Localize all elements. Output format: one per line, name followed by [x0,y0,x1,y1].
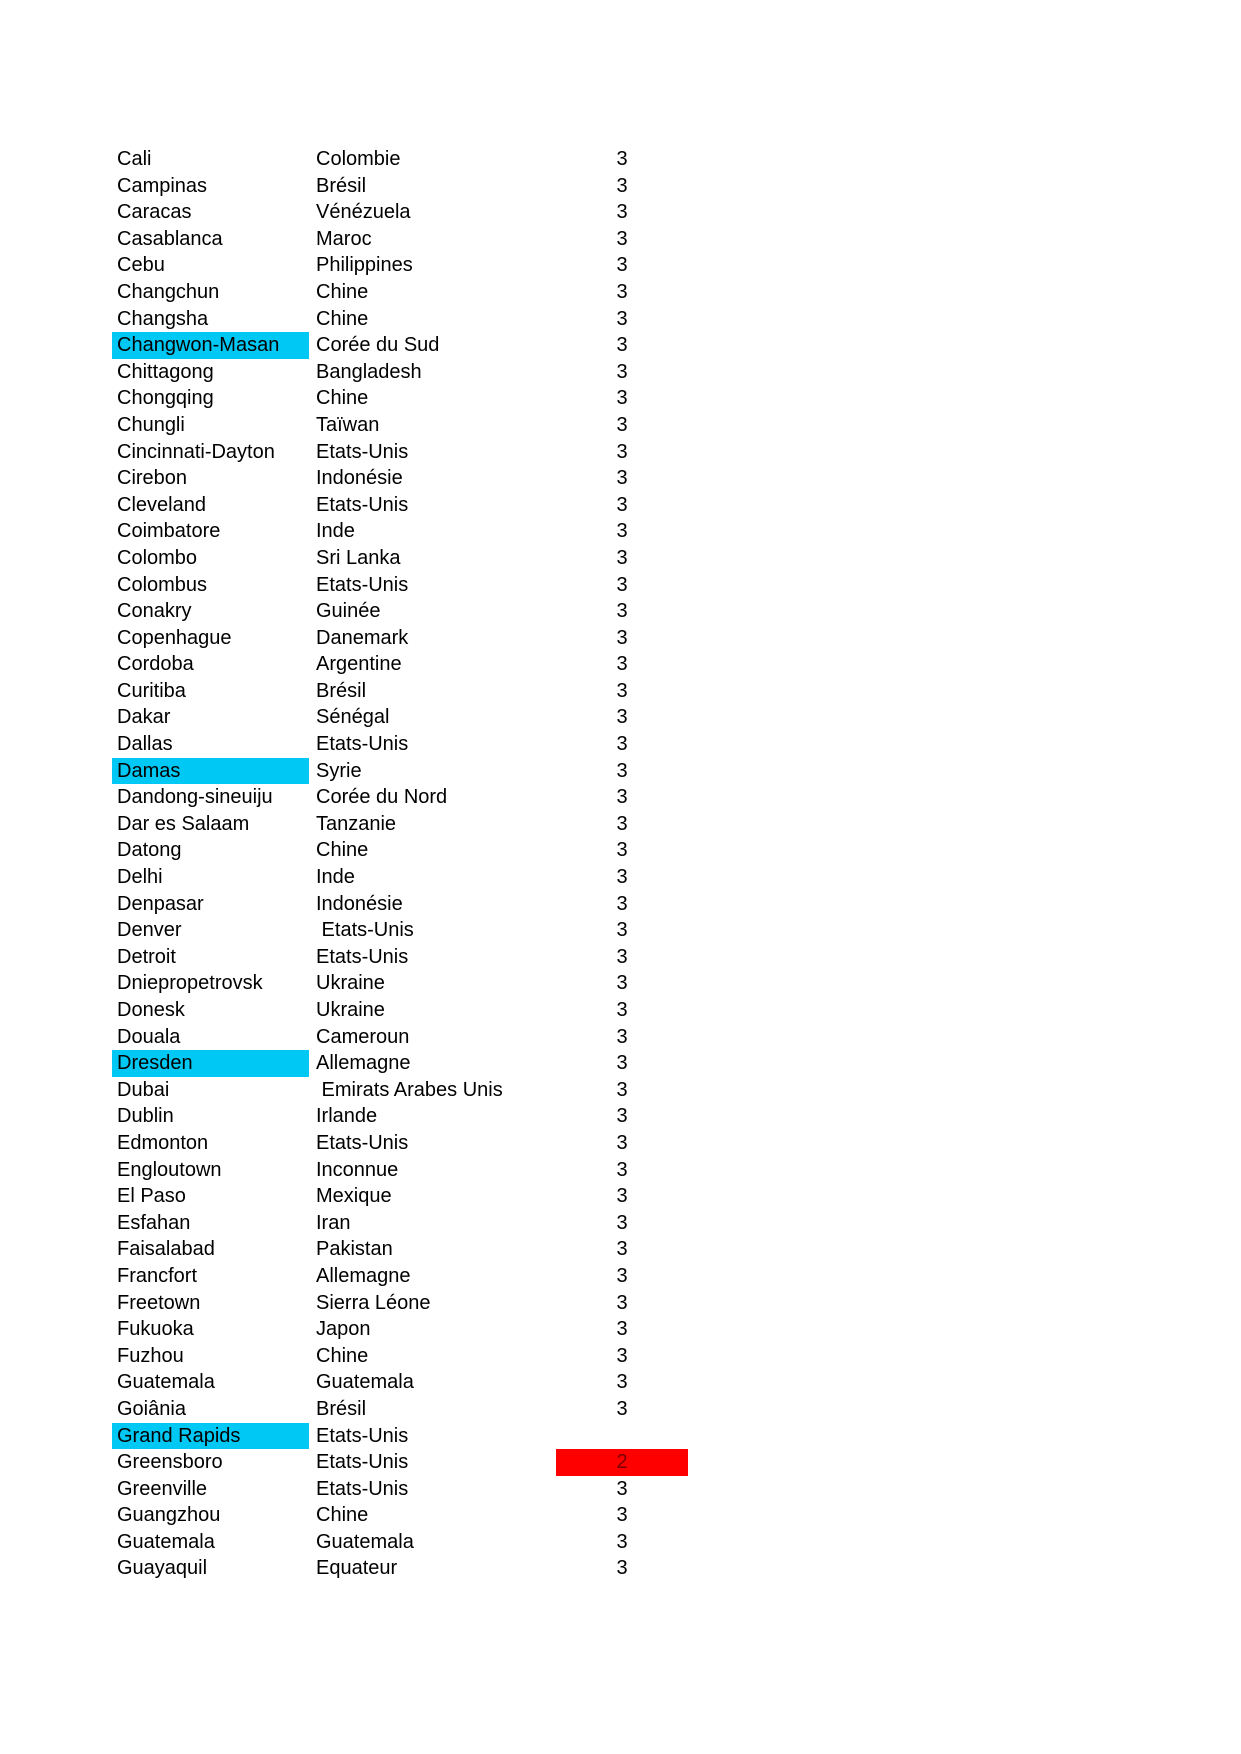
count-cell[interactable]: 3 [616,387,628,410]
country-cell[interactable]: Cameroun [316,1025,410,1048]
count-cell[interactable]: 3 [616,1397,628,1420]
count-cell[interactable]: 3 [616,440,628,463]
country-cell[interactable]: Etats-Unis [316,440,409,463]
city-cell[interactable]: Esfahan [117,1211,191,1234]
city-cell[interactable]: Fuzhou [117,1344,184,1367]
table-row [112,598,692,625]
city-cell[interactable]: Chongqing [117,387,214,410]
count-cell[interactable]: 3 [616,334,628,357]
country-cell[interactable]: Etats-Unis [316,945,409,968]
count-cell[interactable]: 3 [616,227,628,250]
country-cell[interactable]: Indonésie [316,467,403,490]
country-cell[interactable]: Etats-Unis [316,1131,409,1154]
country-cell[interactable]: Philippines [316,254,413,277]
count-cell[interactable]: 3 [616,919,628,942]
count-cell[interactable]: 3 [616,866,628,889]
city-cell[interactable]: Coimbatore [117,520,221,543]
city-cell[interactable]: Engloutown [117,1158,222,1181]
country-cell[interactable]: Etats-Unis [316,493,409,516]
count-cell[interactable]: 2 [556,1449,688,1476]
country-cell[interactable]: Syrie [316,759,362,782]
table-row [112,997,692,1024]
table-row [112,625,692,652]
country-cell[interactable]: Allemagne [316,1264,411,1287]
country-cell[interactable]: Guatemala [316,1530,414,1553]
country-cell[interactable]: Japon [316,1318,371,1341]
table-row [112,385,692,412]
count-cell[interactable]: 3 [616,892,628,915]
city-cell[interactable]: Changwon-Masan [112,332,309,359]
count-cell[interactable]: 3 [616,520,628,543]
country-cell[interactable]: Mexique [316,1185,392,1208]
country-cell[interactable]: Sénégal [316,706,390,729]
table-row [112,492,692,519]
count-cell[interactable]: 3 [616,1371,628,1394]
city-cell[interactable]: Conakry [117,600,192,623]
country-cell[interactable]: Ukraine [316,972,385,995]
count-cell[interactable]: 3 [616,1530,628,1553]
table-row [112,917,692,944]
count-cell[interactable]: 3 [616,759,628,782]
city-cell[interactable]: Damas [112,758,309,785]
city-cell[interactable]: Cali [117,148,152,170]
city-cell[interactable]: Copenhague [117,626,232,649]
city-cell[interactable]: Dandong-sineuiju [117,786,273,809]
table-row [112,1423,692,1450]
country-cell[interactable]: Sri Lanka [316,546,401,569]
country-cell[interactable]: Equateur [316,1557,398,1580]
city-cell[interactable]: Edmonton [117,1131,209,1154]
country-cell[interactable]: Etats-Unis [316,1477,409,1500]
country-cell[interactable]: Maroc [316,227,372,250]
city-cell[interactable]: Goiânia [117,1397,186,1420]
count-cell[interactable] [556,1423,688,1450]
city-cell[interactable]: Freetown [117,1291,201,1314]
city-cell[interactable]: Chittagong [117,360,214,383]
table-row [112,1130,692,1157]
table-row [112,1529,692,1556]
count-cell[interactable]: 3 [616,1264,628,1287]
table-row [112,970,692,997]
city-cell[interactable]: Delhi [117,866,163,889]
table-row [112,173,692,200]
count-cell[interactable]: 3 [616,201,628,224]
country-cell[interactable]: Taïwan [316,413,380,436]
count-cell[interactable]: 3 [616,493,628,516]
city-cell[interactable]: Greensboro [117,1451,223,1474]
city-cell[interactable]: Curitiba [117,679,186,702]
country-cell[interactable]: Argentine [316,653,402,676]
country-cell[interactable]: Chine [316,839,369,862]
city-cell[interactable]: Douala [117,1025,181,1048]
table-row [112,704,692,731]
country-cell[interactable]: Tanzanie [316,812,397,835]
city-cell[interactable]: Dresden [112,1050,309,1077]
count-cell[interactable]: 3 [616,1238,628,1261]
city-cell[interactable]: Guatemala [117,1530,215,1553]
count-cell[interactable]: 3 [616,839,628,862]
table-row [112,465,692,492]
count-cell[interactable]: 3 [616,1158,628,1181]
country-cell[interactable]: Etats-Unis [316,1424,409,1447]
count-cell[interactable]: 3 [616,1131,628,1154]
table-row [112,332,692,359]
city-cell[interactable]: Greenville [117,1477,208,1500]
country-cell[interactable]: Inde [316,866,355,889]
table-row [112,545,692,572]
table-row [112,811,692,838]
table-row [112,1316,692,1343]
city-cell[interactable]: Cebu [117,254,165,277]
count-cell[interactable]: 3 [616,1344,628,1367]
spreadsheet-table [112,146,692,1582]
count-cell[interactable]: 3 [616,254,628,277]
count-cell[interactable]: 3 [616,679,628,702]
country-cell[interactable]: Brésil [316,174,367,197]
country-cell[interactable]: Etats-Unis [316,1451,409,1474]
table-row [112,518,692,545]
city-cell[interactable]: Dniepropetrovsk [117,972,263,995]
table-row [112,1343,692,1370]
table-row [112,1396,692,1423]
count-cell[interactable]: 3 [616,945,628,968]
count-cell[interactable]: 3 [616,467,628,490]
table-row [112,279,692,306]
table-row [112,439,692,466]
count-cell[interactable]: 3 [616,1291,628,1314]
city-cell[interactable]: Colombo [117,546,198,569]
country-cell[interactable]: Danemark [316,626,409,649]
table-row [112,146,692,173]
country-cell[interactable]: Corée du Sud [316,334,440,357]
count-cell[interactable]: 3 [616,1185,628,1208]
table-row [112,226,692,253]
city-cell[interactable]: Denpasar [117,892,204,915]
table-row [112,1555,692,1582]
city-cell[interactable]: Cincinnati-Dayton [117,440,275,463]
country-cell[interactable]: Inconnue [316,1158,399,1181]
count-cell[interactable]: 3 [616,812,628,835]
table-row [112,359,692,386]
count-cell[interactable]: 3 [616,1078,628,1101]
country-cell[interactable]: Corée du Nord [316,786,448,809]
table-row [112,1050,692,1077]
country-cell[interactable]: Etats-Unis [316,733,409,756]
count-cell[interactable]: 3 [616,413,628,436]
country-cell[interactable]: Sierra Léone [316,1291,431,1314]
count-cell[interactable]: 3 [616,1025,628,1048]
table-row [112,784,692,811]
city-cell[interactable]: Denver [117,919,182,942]
count-cell[interactable]: 3 [616,600,628,623]
country-cell[interactable]: Ukraine [316,999,385,1021]
city-cell[interactable]: Faisalabad [117,1238,215,1261]
city-cell[interactable]: Cleveland [117,493,206,516]
city-cell[interactable]: Cirebon [117,467,188,490]
country-cell[interactable]: Bangladesh [316,360,422,383]
table-row [112,412,692,439]
country-cell[interactable]: Brésil [316,679,367,702]
country-cell[interactable]: Allemagne [316,1052,411,1075]
count-cell[interactable]: 3 [616,733,628,756]
city-cell[interactable]: Guayaquil [117,1557,208,1580]
table-row [112,837,692,864]
country-cell[interactable]: Pakistan [316,1238,393,1261]
country-cell[interactable]: Chine [316,280,369,303]
city-cell[interactable]: Grand Rapids [112,1423,309,1450]
count-cell[interactable]: 3 [616,1477,628,1500]
table-row [112,1103,692,1130]
country-cell[interactable]: Iran [316,1211,351,1234]
table-row [112,1476,692,1503]
table-row [112,1157,692,1184]
table-row [112,1369,692,1396]
count-cell[interactable]: 3 [616,573,628,596]
count-cell[interactable]: 3 [616,1052,628,1075]
country-cell[interactable]: Inde [316,520,355,543]
city-cell[interactable]: Dakar [117,706,171,729]
city-cell[interactable]: Guatemala [117,1371,215,1394]
city-cell[interactable]: Changchun [117,280,220,303]
table-row [112,678,692,705]
country-cell[interactable]: Irlande [316,1105,378,1128]
country-cell[interactable]: Brésil [316,1397,367,1420]
table-row [112,199,692,226]
count-cell[interactable]: 3 [616,653,628,676]
table-row [112,252,692,279]
table-row [112,1263,692,1290]
count-cell[interactable]: 3 [616,174,628,197]
table-row [112,651,692,678]
country-cell[interactable]: Guinée [316,600,381,623]
city-cell[interactable]: Dallas [117,733,173,756]
count-cell[interactable]: 3 [616,972,628,995]
count-cell[interactable]: 3 [616,546,628,569]
count-cell[interactable]: 3 [616,307,628,330]
city-cell[interactable]: Guangzhou [117,1504,221,1527]
count-cell[interactable]: 3 [616,1318,628,1341]
table-row [112,1077,692,1104]
table-row [112,1449,692,1476]
country-cell[interactable]: Vénézuela [316,201,411,224]
country-cell[interactable]: Chine [316,387,369,410]
city-cell[interactable]: Donesk [117,999,185,1021]
city-cell[interactable]: Campinas [117,174,208,197]
table-row [112,1210,692,1237]
table-row [112,944,692,971]
country-cell[interactable]: Chine [316,1344,369,1367]
city-cell[interactable]: Datong [117,839,182,862]
table-row [112,306,692,333]
table-row [112,1183,692,1210]
table-row [112,731,692,758]
table-row [112,572,692,599]
city-cell[interactable]: Dubai [117,1078,170,1101]
city-cell[interactable]: Caracas [117,201,192,224]
city-cell[interactable]: Dar es Salaam [117,812,250,835]
country-cell[interactable]: Guatemala [316,1371,414,1394]
city-cell[interactable]: Fukuoka [117,1318,194,1341]
country-cell[interactable]: Colombie [316,148,401,170]
table-row [112,1502,692,1529]
count-cell[interactable]: 3 [616,786,628,809]
city-cell[interactable]: Cordoba [117,653,194,676]
count-cell[interactable]: 3 [616,1105,628,1128]
count-cell[interactable]: 3 [616,1211,628,1234]
count-cell[interactable]: 3 [616,999,628,1021]
table-row [112,891,692,918]
city-cell[interactable]: Colombus [117,573,208,596]
table-row [112,1024,692,1051]
country-cell[interactable]: Etats-Unis [316,919,414,942]
count-cell[interactable]: 3 [616,1557,628,1580]
count-cell[interactable]: 3 [616,1504,628,1527]
count-cell[interactable]: 3 [616,706,628,729]
city-cell[interactable]: El Paso [117,1185,186,1208]
country-cell[interactable]: Indonésie [316,892,403,915]
count-cell[interactable]: 3 [616,148,628,170]
city-cell[interactable]: Casablanca [117,227,223,250]
count-cell[interactable]: 3 [616,280,628,303]
table-row [112,1236,692,1263]
city-cell[interactable]: Francfort [117,1264,198,1287]
country-cell[interactable]: Chine [316,307,369,330]
table-row [112,758,692,785]
count-cell[interactable]: 3 [616,360,628,383]
city-cell[interactable]: Dublin [117,1105,174,1128]
count-cell[interactable]: 3 [616,626,628,649]
country-cell[interactable]: Etats-Unis [316,573,409,596]
city-cell[interactable]: Detroit [117,945,176,968]
table-row [112,1290,692,1317]
table-row [112,864,692,891]
city-cell[interactable]: Chungli [117,413,185,436]
country-cell[interactable]: Chine [316,1504,369,1527]
country-cell[interactable]: Emirats Arabes Unis [316,1078,503,1101]
city-cell[interactable]: Changsha [117,307,209,330]
